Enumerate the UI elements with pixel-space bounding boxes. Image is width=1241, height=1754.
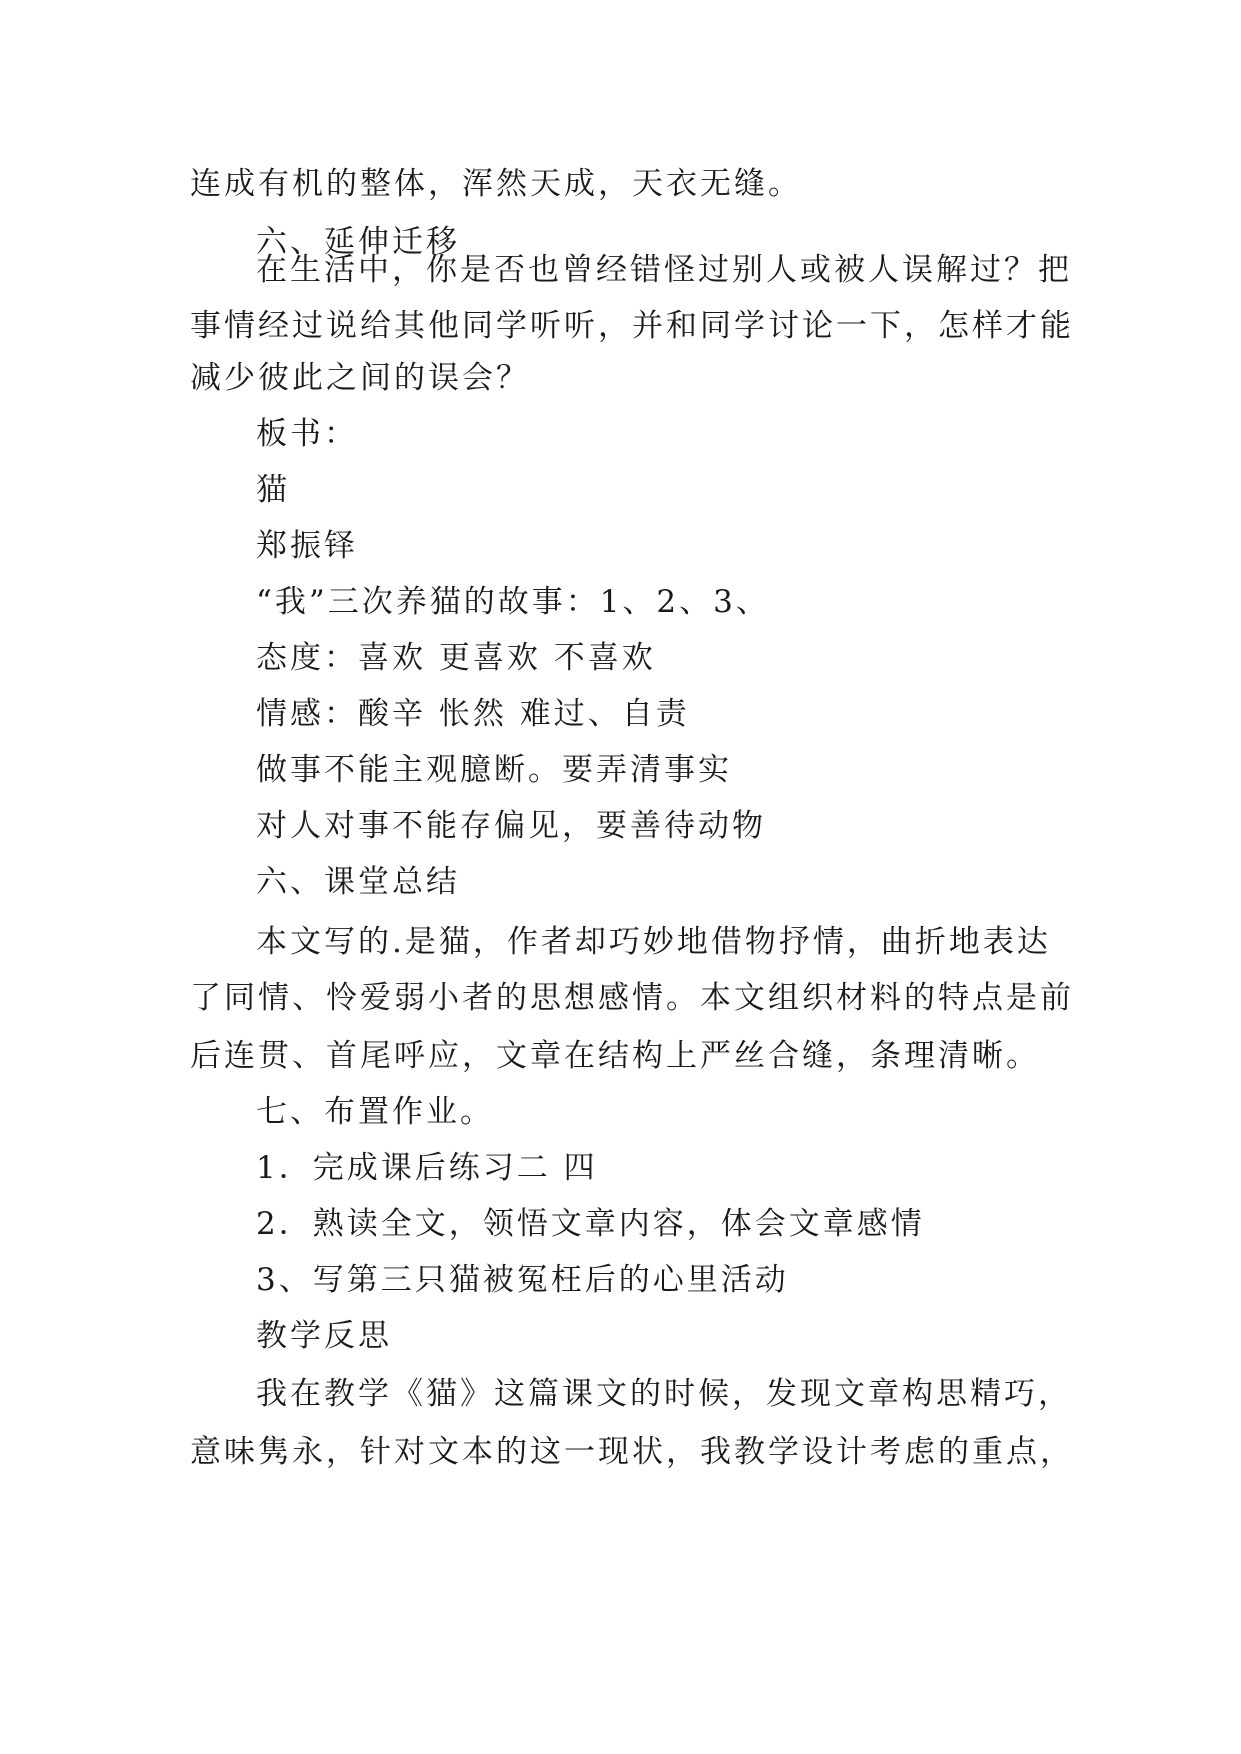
paragraph-line: 猫 xyxy=(256,472,290,508)
section-heading: 教学反思 xyxy=(256,1318,392,1354)
paragraph-line: 了同情、怜爱弱小者的思想感情。本文组织材料的特点是前 xyxy=(190,980,1074,1016)
paragraph-line: 态度：喜欢 更喜欢 不喜欢 xyxy=(256,640,656,676)
paragraph-line: 减少彼此之间的误会？ xyxy=(190,360,530,396)
list-item: 1．完成课后练习二 四 xyxy=(256,1150,598,1186)
list-item: 3、写第三只猫被冤枉后的心里活动 xyxy=(256,1262,789,1298)
paragraph-line: 本文写的.是猫，作者却巧妙地借物抒情，曲折地表达 xyxy=(256,924,1051,960)
paragraph-line: 后连贯、首尾呼应，文章在结构上严丝合缝，条理清晰。 xyxy=(190,1038,1040,1074)
section-heading: 六、延伸迁移 xyxy=(256,224,460,260)
paragraph-line: 做事不能主观臆断。要弄清事实 xyxy=(256,752,732,788)
paragraph-line: 情感：酸辛 怅然 难过、自责 xyxy=(256,696,690,732)
paragraph-line: 事情经过说给其他同学听听，并和同学讨论一下，怎样才能 xyxy=(190,308,1074,344)
section-heading: 七、布置作业。 xyxy=(256,1094,494,1130)
paragraph-line: 板书： xyxy=(256,416,358,452)
paragraph-line: “我”三次养猫的故事：1、2、3、 xyxy=(256,584,770,620)
paragraph-line: 对人对事不能存偏见，要善待动物 xyxy=(256,808,766,844)
paragraph-line: 在生活中，你是否也曾经错怪过别人或被人误解过？把 xyxy=(256,252,1072,288)
paragraph-line: 郑振铎 xyxy=(256,528,358,564)
paragraph-line: 我在教学《猫》这篇课文的时候，发现文章构思精巧， xyxy=(256,1376,1072,1412)
paragraph-line: 连成有机的整体，浑然天成，天衣无缝。 xyxy=(190,166,802,202)
section-heading: 六、课堂总结 xyxy=(256,864,460,900)
paragraph-line: 意味隽永，针对文本的这一现状，我教学设计考虑的重点， xyxy=(190,1434,1074,1470)
list-item: 2．熟读全文，领悟文章内容，体会文章感情 xyxy=(256,1206,925,1242)
